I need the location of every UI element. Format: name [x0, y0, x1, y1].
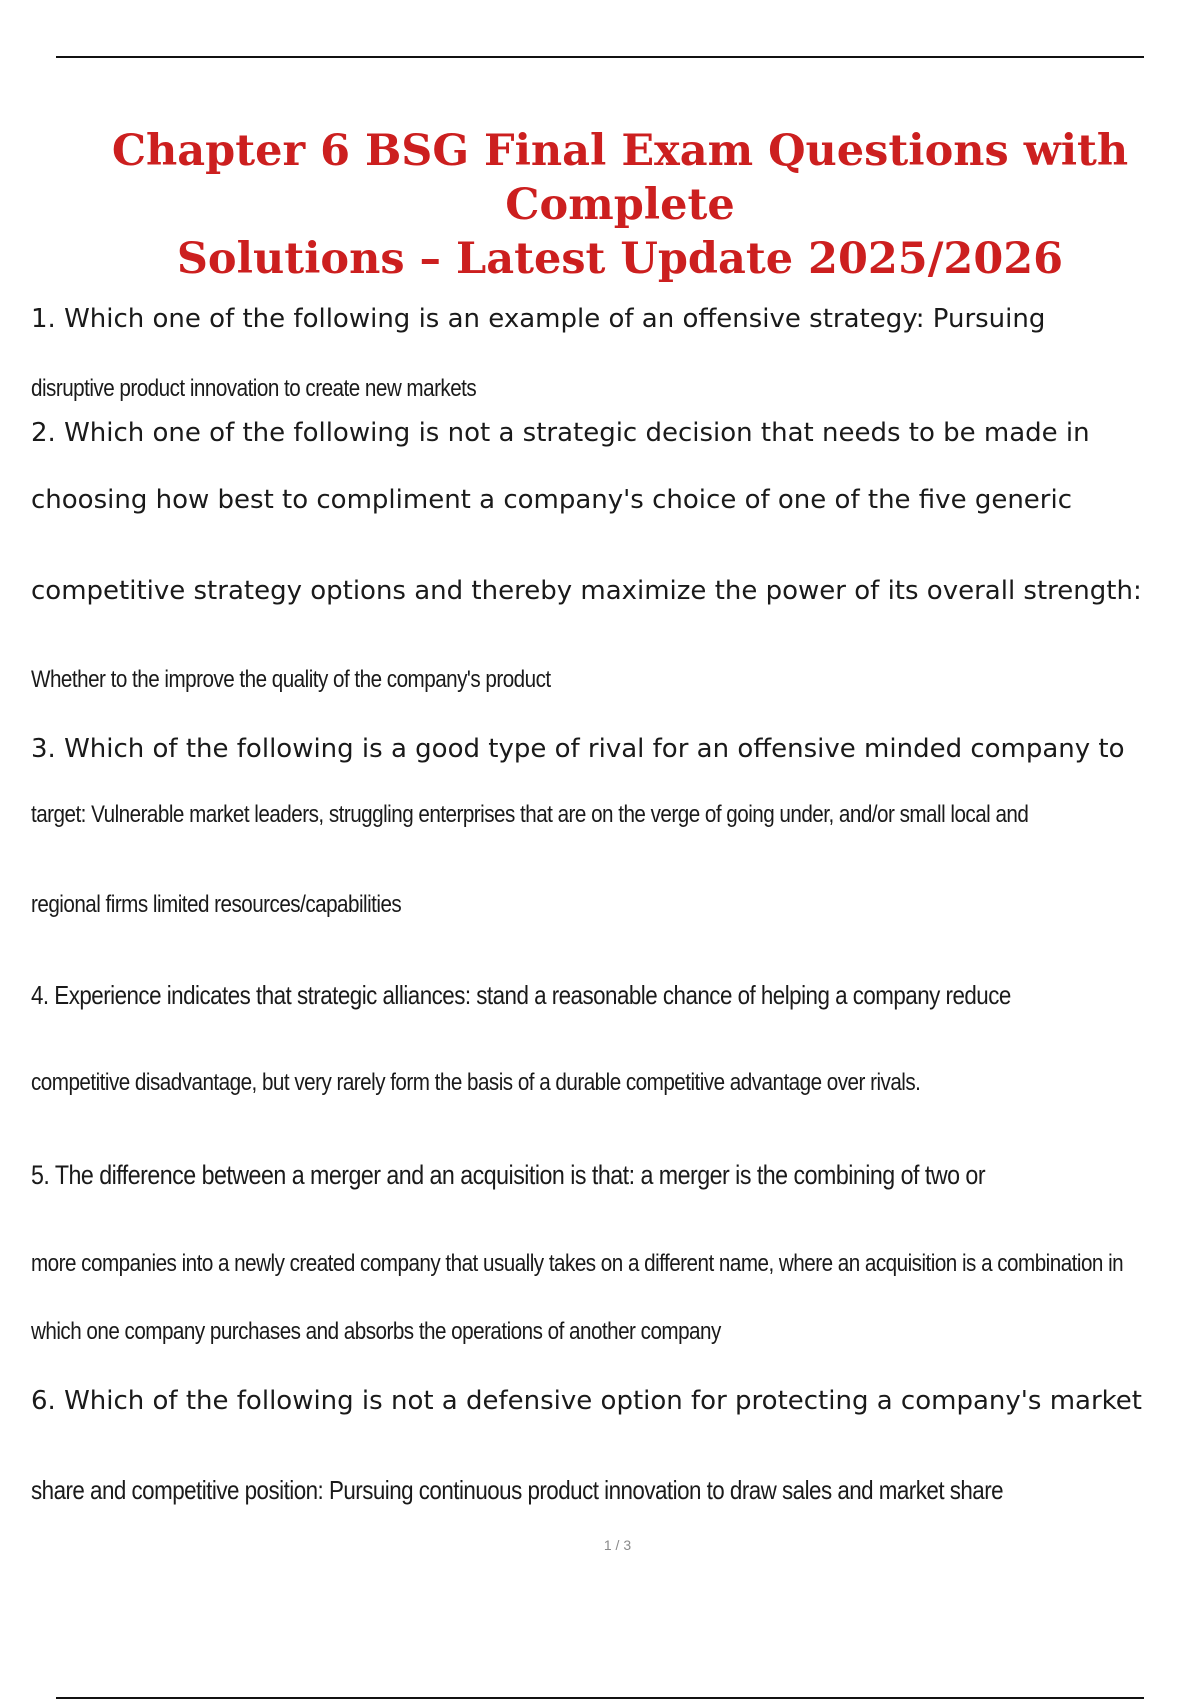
answer-3-line-2: regional firms limited resources/capabilities [31, 891, 402, 918]
answer-2: Whether to the improve the quality of the company's product [31, 666, 551, 693]
answer-1: disruptive product innovation to create new markets [31, 375, 477, 402]
question-2-line-1: 2. Which one of the following is not a strategic decision that needs to be made in [31, 418, 1090, 448]
question-3-line-1: 3. Which of the following is a good type of rival for an offensive minded company to [31, 734, 1125, 764]
bottom-rule [56, 1697, 1144, 1699]
answer-5-line-1: more companies into a newly created company that usually takes on a different name, where an acquisition is a combination in [31, 1250, 1124, 1277]
question-2-line-3: competitive strategy options and thereby maximize the power of its overall strength: [31, 576, 1142, 606]
question-2-line-2: choosing how best to compliment a company's choice of one of the five generic [31, 485, 1073, 515]
title-line-2: Solutions – Latest Update 2025/2026 [176, 234, 1064, 284]
question-6-line-1: 6. Which of the following is not a defensive option for protecting a company's market [31, 1386, 1142, 1416]
answer-4: competitive disadvantage, but very rarely form the basis of a durable competitive advantage over rivals. [31, 1069, 921, 1096]
document-title [40, 124, 1200, 286]
question-1-line-1: 1. Which one of the following is an example of an offensive strategy: Pursuing [31, 304, 1046, 334]
top-rule [56, 56, 1144, 58]
question-4-line-1: 4. Experience indicates that strategic alliances: stand a reasonable chance of helping a company reduce [31, 980, 1011, 1010]
answer-5-line-2: which one company purchases and absorbs the operations of another company [31, 1318, 721, 1345]
answer-3-line-1: target: Vulnerable market leaders, struggling enterprises that are on the verge of going under, and/or small local and [31, 801, 1029, 828]
title-line-1: Chapter 6 BSG Final Exam Questions with Complete [111, 126, 1129, 230]
question-6-line-2: share and competitive position: Pursuing continuous product innovation to draw sales and market share [31, 1475, 1004, 1505]
page-number: 1 / 3 [603, 1537, 632, 1553]
question-5-line-1: 5. The difference between a merger and an acquisition is that: a merger is the combining of two or [31, 1160, 986, 1190]
